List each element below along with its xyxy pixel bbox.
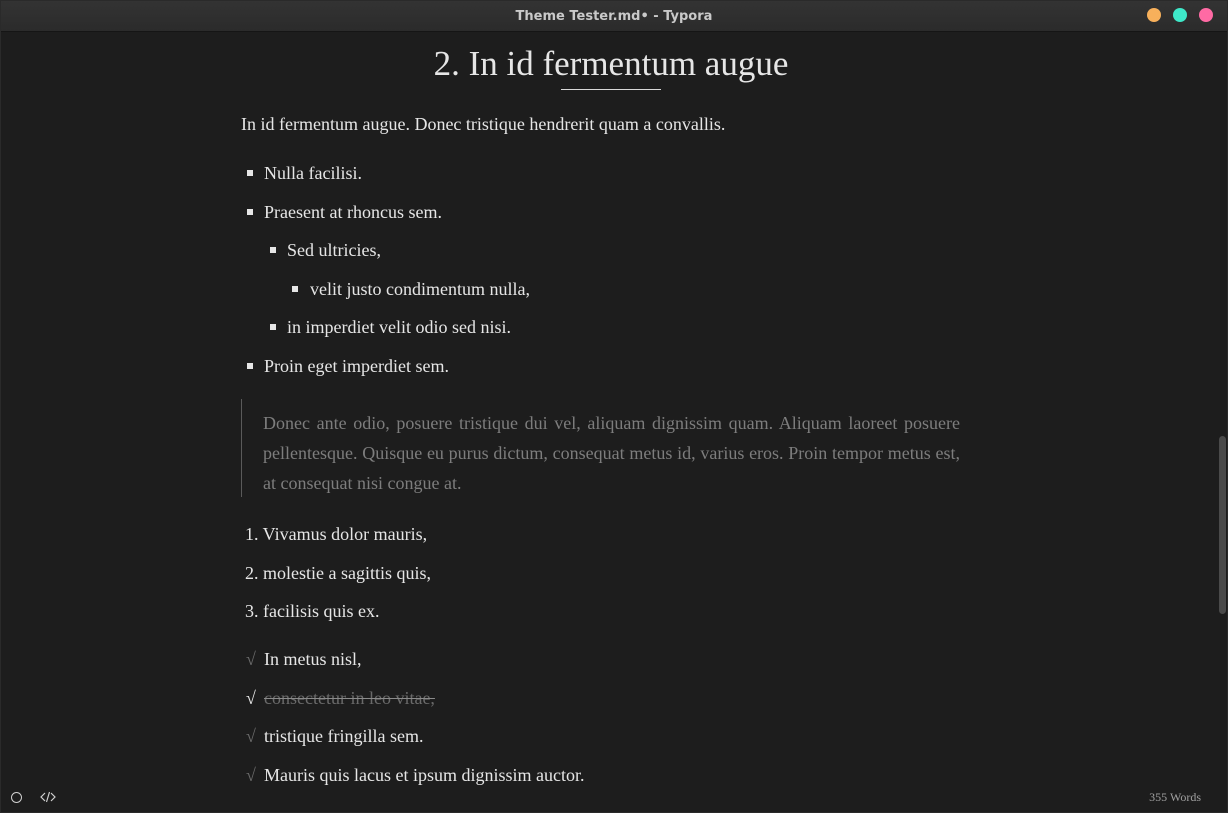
list-item[interactable]: Proin eget imperdiet sem. bbox=[264, 356, 449, 376]
vertical-scrollbar[interactable] bbox=[1219, 436, 1226, 614]
ordered-item[interactable]: 3. facilisis quis ex. bbox=[245, 601, 380, 621]
task-text[interactable]: tristique fringilla sem. bbox=[264, 726, 424, 746]
task-checkbox[interactable]: √ bbox=[246, 649, 256, 669]
list-item[interactable]: Sed ultricies, bbox=[287, 240, 381, 260]
ordered-item[interactable]: 2. molestie a sagittis quis, bbox=[245, 563, 431, 583]
task-text[interactable]: Mauris quis lacus et ipsum dignissim auctor. bbox=[264, 765, 585, 785]
bullet-marker bbox=[247, 209, 253, 215]
task-text[interactable]: In metus nisl, bbox=[264, 649, 362, 669]
minimize-button[interactable] bbox=[1147, 8, 1161, 22]
blockquote[interactable] bbox=[241, 399, 960, 497]
bullet-marker bbox=[292, 286, 298, 292]
list-item[interactable]: Praesent at rhoncus sem. bbox=[264, 202, 442, 222]
circle-icon[interactable] bbox=[11, 792, 22, 803]
heading-underline bbox=[561, 89, 661, 90]
list-item[interactable]: velit justo condimentum nulla, bbox=[310, 279, 530, 299]
heading-2[interactable]: 2. In id fermentum augue bbox=[433, 44, 789, 83]
ordered-item[interactable]: 1. Vivamus dolor mauris, bbox=[245, 524, 428, 544]
word-count[interactable]: 355 Words bbox=[1149, 790, 1201, 804]
bullet-marker bbox=[247, 170, 253, 176]
task-checkbox-checked[interactable]: √ bbox=[246, 688, 256, 708]
bullet-marker bbox=[270, 324, 276, 330]
close-button[interactable] bbox=[1199, 8, 1213, 22]
bullet-marker bbox=[270, 247, 276, 253]
code-icon[interactable] bbox=[40, 790, 56, 804]
blockquote-text[interactable]: Donec ante odio, posuere tristique dui vel, aliquam dignissim quam. Aliquam laoreet posuere pellentesque. Quisque eu purus dictum, consequat metus id, varius eros. Proin tempor metus est, at consequat nisi congue at. bbox=[263, 413, 960, 493]
list-item[interactable]: Nulla facilisi. bbox=[264, 163, 362, 183]
window-title: Theme Tester.md• - Typora bbox=[515, 9, 713, 24]
task-checkbox[interactable]: √ bbox=[246, 726, 256, 746]
paragraph[interactable]: In id fermentum augue. Donec tristique hendrerit quam a convallis. bbox=[241, 114, 726, 134]
task-text-completed[interactable]: consectetur in leo vitae, bbox=[264, 688, 435, 708]
title-bar bbox=[1, 1, 1227, 32]
task-checkbox[interactable]: √ bbox=[246, 765, 256, 785]
maximize-button[interactable] bbox=[1173, 8, 1187, 22]
list-item[interactable]: in imperdiet velit odio sed nisi. bbox=[287, 317, 511, 337]
bullet-marker bbox=[247, 363, 253, 369]
